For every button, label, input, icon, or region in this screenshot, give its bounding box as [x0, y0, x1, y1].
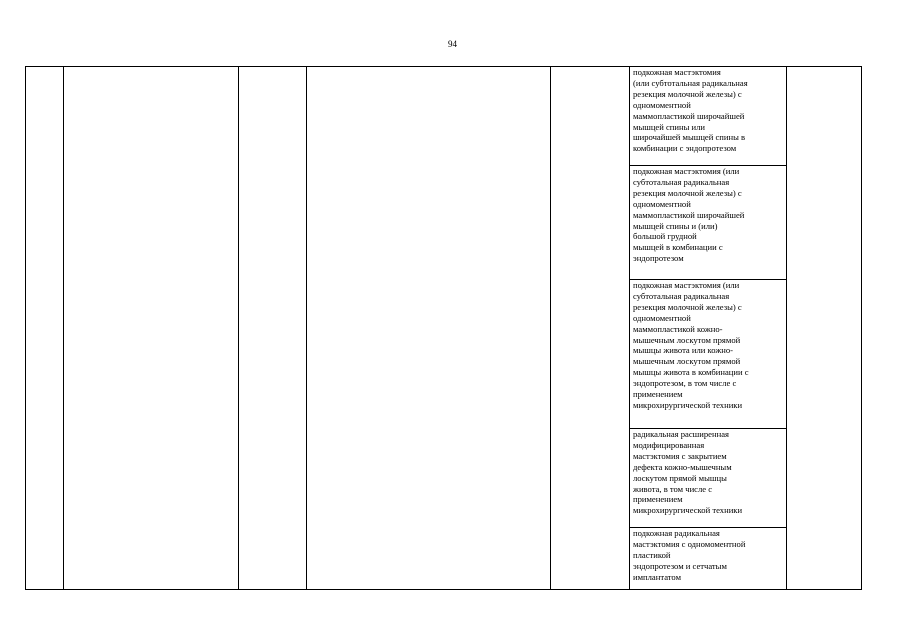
procedure-cell: подкожная мастэктомия (или субтотальная радикальная резекция молочной железы) с одномоментной маммопластикой широчайшей мышцей спины и (или) большой грудной мышцей в комбинации с эндопротезом: [630, 166, 787, 280]
procedure-cell: радикальная расширенная модифицированная мастэктомия с закрытием дефекта кожно-мышечным лоскутом прямой мышцы живота, в том числе с применением микрохирургической техники: [630, 429, 787, 528]
column-divider: [238, 67, 239, 589]
page-number: 94: [448, 39, 457, 49]
procedure-cell: подкожная радикальная мастэктомия с одномоментной пластикой эндопротезом и сетчатым имплантатом: [633, 528, 746, 582]
column-divider: [63, 67, 64, 589]
procedure-cell: подкожная мастэктомия (или субтотальная радикальная резекция молочной железы) с одномоментной маммопластикой широчайшей мышцей спины или широчайшей мышцей спины в комбинации с эндопротезом: [630, 67, 787, 166]
column-divider: [306, 67, 307, 589]
procedure-table: [25, 66, 862, 590]
column-divider: [550, 67, 551, 589]
procedure-cell: подкожная мастэктомия (или субтотальная радикальная резекция молочной железы) с одномоментной маммопластикой кожно- мышечным лоскутом прямой мышцы живота или кожно- мышечным лоскутом прямой мышцы живота в комбинации с эндопротезом, в том числе с применением микрохирургической техники: [630, 280, 787, 429]
procedure-column: [630, 67, 787, 589]
